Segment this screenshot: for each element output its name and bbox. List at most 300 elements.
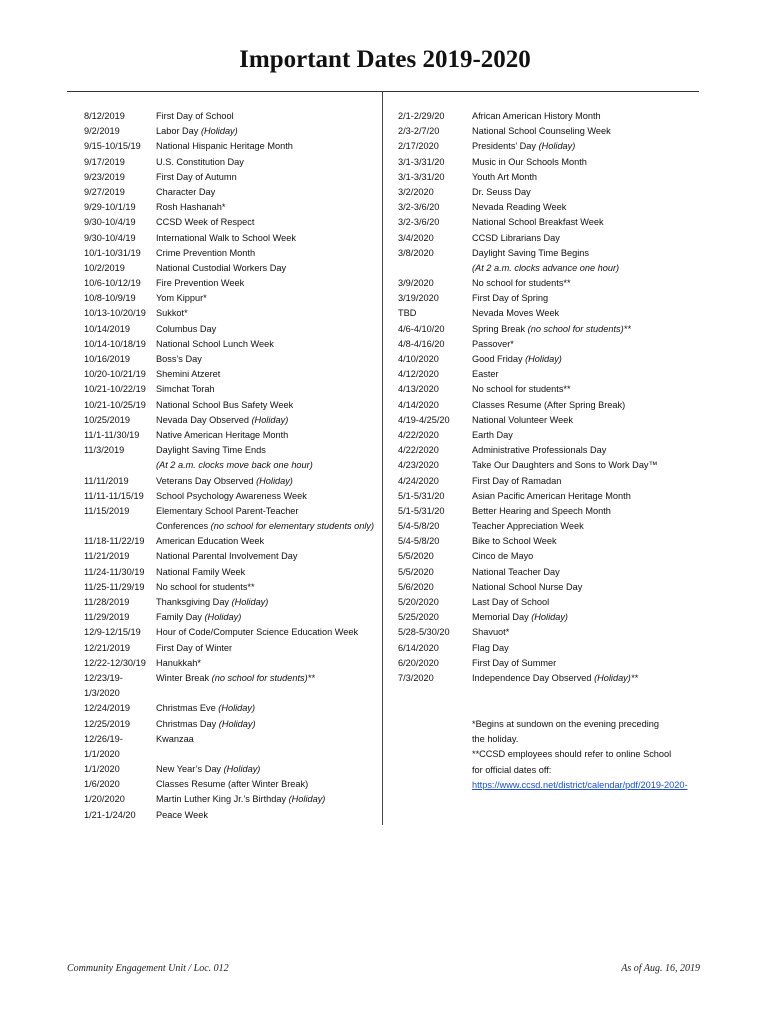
date-cell: 1/21-1/24/20 [84,809,136,820]
date-row [84,291,374,306]
date-row [84,352,374,367]
event-note: (no school for students)** [211,672,315,683]
event-text: Yom Kippur* [156,293,207,304]
event-text: First Day of Spring [472,293,549,304]
note-line: the holiday. [472,734,519,745]
date-cell: 7/3/2020 [398,672,434,683]
event-text: Thanksgiving Day [156,597,232,607]
event-cell [156,458,313,473]
date-cell: 9/23/2019 [84,171,125,182]
event-text: Christmas Day [156,718,219,729]
footnotes [472,717,688,793]
event-cell [156,489,307,504]
date-cell: 12/24/2019 [84,703,130,714]
date-row [398,656,658,671]
event-note: (Holiday) [525,354,562,364]
note-line: *Begins at sundown on the evening preceding [472,719,659,729]
event-text: CCSD Librarians Day [472,232,560,243]
event-cell [156,443,266,458]
date-row [398,641,658,656]
date-cell: 3/2/2020 [398,186,434,197]
event-text: Fire Prevention Week [156,278,245,289]
date-cell: 9/15-10/15/19 [84,141,141,152]
event-cell [156,549,297,564]
date-row [84,306,374,321]
event-text: New Year’s Day [156,764,224,775]
event-cell [156,276,244,291]
date-cell: 1/20/2020 [84,794,125,805]
date-cell: 12/25/2019 [84,718,130,729]
event-text: Simchat Torah [156,384,215,395]
event-text: Shemini Atzeret [156,369,221,380]
date-cell: 11/3/2019 [84,445,125,456]
date-row [398,291,658,306]
date-cell: 4/19-4/25/20 [398,414,450,425]
event-cell [156,534,264,549]
event-cell [472,382,571,397]
event-cell [156,732,194,747]
date-cell [84,519,156,534]
date-row [84,170,374,185]
date-row [398,474,658,489]
date-row [398,170,658,185]
event-text: Shavuot* [472,627,510,638]
date-cell: 11/18-11/22/19 [84,536,145,547]
date-cell: 3/1-3/31/20 [398,171,445,182]
date-row [398,625,658,640]
date-cell: 1/3/2020 [84,688,120,699]
event-cell [156,808,208,823]
event-cell [472,625,509,640]
date-row [84,367,374,382]
event-text: Martin Luther King Jr.’s Birthday [156,794,289,805]
date-row [398,200,658,215]
event-text: National School Counseling Week [472,126,611,137]
date-cell: 4/22/2020 [398,429,439,440]
date-cell: 10/25/2019 [84,414,130,425]
date-row [84,732,374,747]
event-text: Kwanzaa [156,733,194,744]
date-row [84,610,374,625]
date-row [398,215,658,230]
event-text: No school for students** [472,278,571,289]
event-cell [472,200,566,215]
date-row [84,458,374,473]
event-cell [472,139,575,154]
date-cell: 3/1-3/31/20 [398,156,445,167]
date-cell: 3/2-3/6/20 [398,202,440,213]
date-row [84,549,374,564]
date-row [398,534,658,549]
date-row [398,261,658,276]
event-note: (Holiday) [204,612,242,623]
event-cell [156,352,202,367]
event-cell [472,443,606,458]
event-text: Daylight Saving Time Ends [156,445,266,456]
date-row [398,246,658,261]
event-cell [472,671,638,686]
date-row [398,155,658,170]
event-text: First Day of Winter [156,642,233,653]
event-text: Administrative Professionals Day [472,445,607,456]
event-text: Youth Art Month [472,171,538,182]
event-cell [156,398,293,413]
date-cell: 11/21/2019 [84,551,130,562]
date-cell: 10/6-10/12/19 [84,278,141,289]
event-text: National School Breakfast Week [472,217,604,228]
event-cell [156,792,325,807]
event-text: National School Bus Safety Week [156,399,294,410]
date-cell: 2/3-2/7/20 [398,126,440,137]
event-text: Cinco de Mayo [472,551,534,562]
footer-unit: Community Engagement Unit / Loc. 012 [67,963,229,974]
date-row [84,215,374,230]
event-text: National Hispanic Heritage Month [156,141,293,152]
event-cell [156,215,254,230]
event-note: (Holiday) [231,597,269,607]
event-note: (Holiday) [218,703,256,714]
date-row [84,656,374,671]
event-cell [472,474,561,489]
date-row [84,671,374,686]
date-row [398,398,658,413]
date-cell: 10/2/2019 [84,262,125,273]
date-cell: 12/9-12/15/19 [84,627,141,638]
event-cell [156,565,245,580]
date-cell: 10/16/2019 [84,354,130,364]
note-line: for official dates off: [472,764,552,775]
event-cell [156,139,293,154]
date-row [84,337,374,352]
date-row [84,382,374,397]
event-text: Nevada Reading Week [472,202,567,213]
date-row [398,519,658,534]
event-text: Teacher Appreciation Week [472,521,584,532]
date-row [398,595,658,610]
date-cell: 4/22/2020 [398,445,439,456]
event-cell [156,382,215,397]
date-cell: 12/22-12/30/19 [84,657,146,668]
event-text: Family Day [156,612,205,623]
event-cell [156,625,358,640]
date-cell [398,261,472,276]
event-note: (Holiday) [256,475,293,486]
date-row [398,231,658,246]
date-row [398,504,658,519]
date-row [84,519,374,534]
date-row [84,762,374,777]
date-row [84,276,374,291]
date-cell: 11/29/2019 [84,612,130,623]
event-text: Presidents’ Day [472,141,539,152]
event-text: Dr. Seuss Day [472,186,531,197]
event-text: Classes Resume (after Winter Break) [156,779,309,790]
event-text: Sukkot* [156,308,188,319]
event-cell [156,170,237,185]
event-text: Boss’s Day [156,354,202,364]
event-text: First Day of Autumn [156,171,237,182]
date-cell: 9/2/2019 [84,126,120,137]
date-row [84,595,374,610]
event-text: Hour of Code/Computer Science Education Week [156,627,359,638]
event-cell [472,246,589,261]
event-cell [156,185,215,200]
event-text: Independence Day Observed [472,672,595,683]
date-row [398,185,658,200]
date-cell: 1/6/2020 [84,779,120,790]
event-cell [156,413,288,428]
event-text: No school for students** [156,581,255,592]
date-cell: 2/17/2020 [398,141,439,152]
event-cell [156,504,298,519]
date-cell: 10/21-10/22/19 [84,384,146,395]
date-cell: 4/10/2020 [398,354,439,364]
event-cell [156,474,293,489]
event-cell [472,656,556,671]
date-cell: 10/13-10/20/19 [84,308,146,319]
note-line: **CCSD employees should refer to online School [472,749,672,760]
event-cell [156,261,286,276]
event-cell [156,641,232,656]
date-cell: 11/11-11/15/19 [84,490,144,501]
event-cell [472,322,631,337]
date-cell: 6/20/2020 [398,657,439,668]
date-row [84,261,374,276]
date-cell: 5/25/2020 [398,612,439,623]
date-row [398,671,658,686]
event-cell [472,641,509,656]
date-cell: 4/12/2020 [398,369,439,380]
event-cell [156,246,255,261]
date-cell: 2/1-2/29/20 [398,111,445,121]
event-cell [156,109,234,124]
event-text: National Family Week [156,566,246,577]
event-text: Columbus Day [156,323,217,334]
event-cell [472,549,533,564]
date-row [398,367,658,382]
event-cell [156,322,216,337]
date-cell: 4/23/2020 [398,460,439,471]
date-cell: 6/14/2020 [398,642,439,653]
date-row [398,352,658,367]
date-cell: 9/30-10/4/19 [84,232,136,243]
event-text: Nevada Day Observed [156,414,252,425]
event-cell [156,777,308,792]
date-cell: 3/8/2020 [398,247,434,258]
event-cell [156,155,244,170]
event-text: Bike to School Week [472,536,557,547]
date-cell: 10/21-10/25/19 [84,399,146,410]
date-row [84,155,374,170]
date-cell: 5/4-5/8/20 [398,536,440,547]
event-text: Better Hearing and Speech Month [472,505,611,516]
event-text: Music in Our Schools Month [472,156,587,167]
event-text: Classes Resume (After Spring Break) [472,399,626,410]
event-text: Elementary School Parent-Teacher [156,505,299,516]
date-cell: 12/26/19- [84,733,123,744]
event-text: First Day of Ramadan [472,475,562,486]
date-row [398,382,658,397]
date-row [398,580,658,595]
event-note: (Holiday)** [594,672,638,683]
event-cell [156,671,315,686]
date-cell: 4/24/2020 [398,475,439,486]
event-note: (no school for students)** [527,323,631,334]
event-text: American Education Week [156,536,265,547]
event-text: Hanukkah* [156,657,201,668]
date-row [84,246,374,261]
date-cell: 5/28-5/30/20 [398,627,450,638]
date-row [84,474,374,489]
event-note: (At 2 a.m. clocks advance one hour) [472,262,620,273]
event-text: Flag Day [472,642,509,653]
event-cell [472,580,582,595]
date-cell: 9/30-10/4/19 [84,217,136,228]
date-row [398,109,658,124]
date-cell: 12/21/2019 [84,642,130,653]
date-row [398,610,658,625]
date-cell: 10/14/2019 [84,323,130,334]
event-cell [472,610,568,625]
date-cell: 8/12/2019 [84,111,125,121]
column-divider [382,91,383,825]
event-cell [472,124,611,139]
date-row [398,139,658,154]
event-cell [472,565,560,580]
event-text: First Day of Summer [472,657,557,668]
date-cell: 1/1/2020 [84,748,120,759]
event-cell [156,595,268,610]
date-cell: 12/23/19- [84,672,123,683]
date-cell: 5/5/2020 [398,566,434,577]
date-cell: 1/1/2020 [84,764,120,775]
date-row [84,701,374,716]
title-rule [67,91,699,92]
event-cell [472,595,549,610]
event-cell [156,717,256,732]
event-cell [472,534,557,549]
event-cell [156,762,260,777]
event-text: Native American Heritage Month [156,429,289,440]
right-date-column [398,109,658,686]
date-row [84,717,374,732]
event-cell [156,580,255,595]
date-cell: 11/1-11/30/19 [84,429,140,440]
event-cell [156,519,374,534]
event-text: Last Day of School [472,597,550,607]
date-row [84,443,374,458]
event-text: Earth Day [472,429,513,440]
event-cell [472,155,587,170]
date-row [84,686,374,701]
event-text: Asian Pacific American Heritage Month [472,490,631,501]
event-text: Take Our Daughters and Sons to Work Day™ [472,460,658,471]
event-cell [156,367,220,382]
event-text: African American History Month [472,111,601,121]
event-note: (Holiday) [218,718,256,729]
date-cell: 11/24-11/30/19 [84,566,145,577]
event-text: Spring Break [472,323,528,334]
date-cell: 3/4/2020 [398,232,434,243]
event-text: Nevada Moves Week [472,308,560,319]
event-text: Easter [472,369,499,380]
date-row [398,276,658,291]
date-cell: 5/20/2020 [398,597,439,607]
event-text: National Parental Involvement Day [156,551,298,562]
date-row [84,504,374,519]
event-cell [472,109,601,124]
date-row [84,322,374,337]
event-cell [472,489,631,504]
event-cell [472,413,573,428]
date-row [84,489,374,504]
event-cell [472,352,562,367]
date-row [398,306,658,321]
event-text: CCSD Week of Respect [156,217,255,228]
date-row [84,534,374,549]
event-text: Conferences [156,521,211,532]
event-note: (Holiday) [531,612,568,623]
date-row [84,792,374,807]
event-text: Winter Break [156,672,212,683]
date-cell: 3/19/2020 [398,293,439,304]
date-row [398,337,658,352]
event-cell [156,656,201,671]
date-row [84,398,374,413]
event-cell [156,231,296,246]
event-text: U.S. Constitution Day [156,156,244,167]
event-text: Daylight Saving Time Begins [472,247,589,258]
date-row [84,109,374,124]
event-text: National Teacher Day [472,566,560,577]
date-cell: 3/2-3/6/20 [398,217,440,228]
event-text: First Day of School [156,111,234,121]
date-row [84,231,374,246]
event-cell [472,519,584,534]
event-text: National Volunteer Week [472,414,573,425]
date-row [398,124,658,139]
date-cell: 10/14-10/18/19 [84,338,146,349]
event-cell [156,306,188,321]
event-cell [156,337,274,352]
date-row [84,413,374,428]
event-text: Character Day [156,186,216,197]
date-row [84,565,374,580]
event-text: No school for students** [472,384,571,395]
event-cell [156,610,241,625]
event-text: Peace Week [156,809,208,820]
event-note: (At 2 a.m. clocks move back one hour) [156,460,313,471]
event-text: National Custodial Workers Day [156,262,287,273]
date-row [84,808,374,823]
date-cell: 9/17/2019 [84,156,125,167]
date-cell: 11/25-11/29/19 [84,581,145,592]
date-cell: 4/8-4/16/20 [398,338,445,349]
event-cell [156,200,225,215]
event-cell [472,367,499,382]
date-row [84,747,374,762]
date-row [398,428,658,443]
date-cell: 5/5/2020 [398,551,434,562]
date-cell: 9/29-10/1/19 [84,202,136,213]
event-cell [472,458,658,473]
date-row [84,185,374,200]
event-text: Passover* [472,338,514,349]
event-cell [156,291,207,306]
date-cell: 5/6/2020 [398,581,434,592]
calendar-link[interactable]: https://www.ccsd.net/district/calendar/pdf/2019-2020- [472,779,688,790]
event-text: Crime Prevention Month [156,247,256,258]
